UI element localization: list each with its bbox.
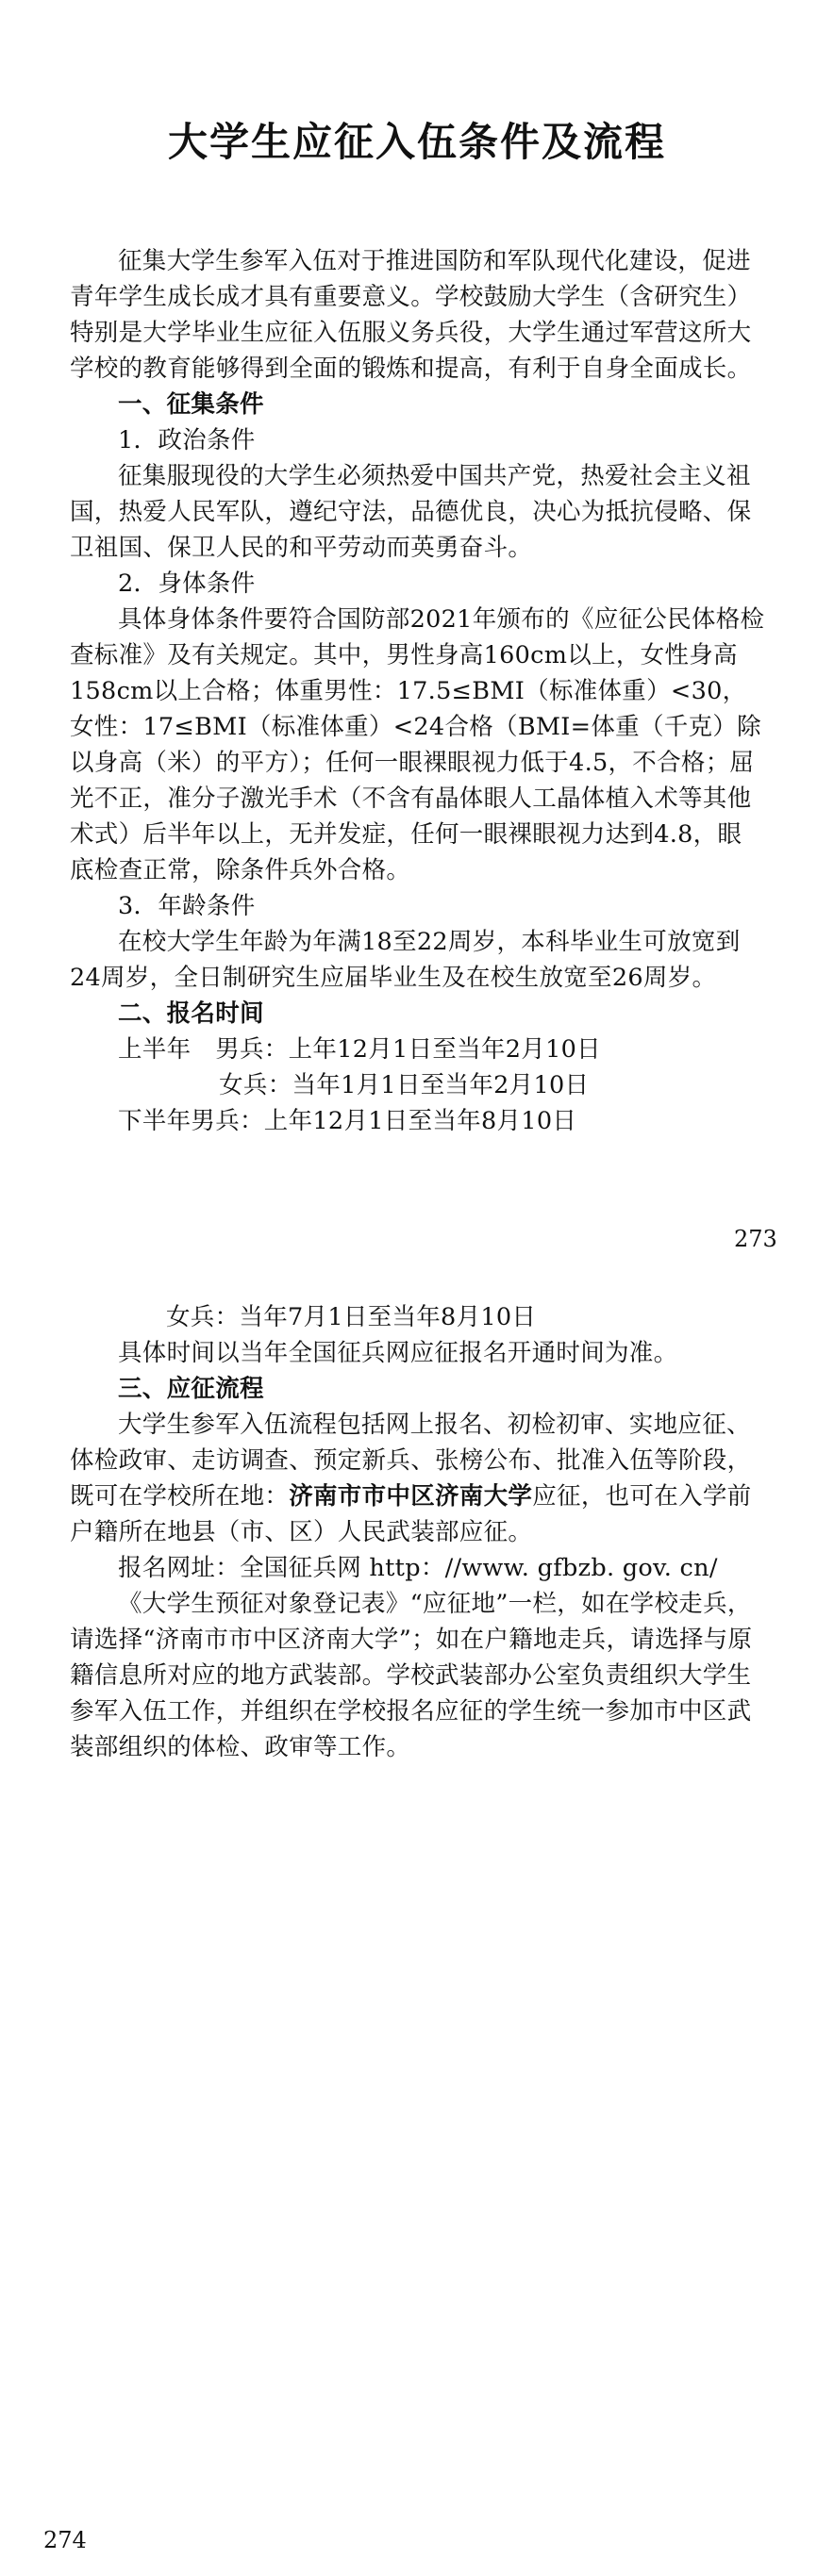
form-paragraph: 《大学生预征对象登记表》“应征地”一栏，如在学校走兵，请选择“济南市市中区济南大学”；如在户籍地走兵，请选择与原籍信息所对应的地方武装部。学校武装部办公室负责组织大学生参军入伍工作，并组织在学校报名应征的学生统一参加市中区武装部组织的体检、政审等工作。 xyxy=(70,1590,753,1761)
page-number-273: 273 xyxy=(734,1226,777,1252)
process-text-after: 应征，也可在入学前户籍所在地县（市、区）人民武装部应征。 xyxy=(70,1482,752,1546)
content-block-2 xyxy=(70,1299,766,1765)
process-paragraph xyxy=(70,1407,766,1550)
page-number-274: 274 xyxy=(43,2527,87,2553)
schedule-note: 具体时间以当年全国征兵网应征报名开通时间为准。 xyxy=(118,1339,678,1367)
website-line: 报名网址：全国征兵网 http：//www. gfbzb. gov. cn/ xyxy=(118,1554,718,1582)
age-paragraph: 在校大学生年龄为年满18至22周岁，本科毕业生可放宽到24周岁，全日制研究生应届毕业生及在校生放宽至26周岁。 xyxy=(70,928,741,992)
schedule-line-1: 上半年 男兵：上年12月1日至当年2月10日 xyxy=(118,1035,601,1064)
section1-heading: 一、征集条件 xyxy=(118,390,264,419)
physical-heading: 2．身体条件 xyxy=(118,570,256,598)
schedule-line-4: 女兵：当年7月1日至当年8月10日 xyxy=(166,1303,537,1331)
schedule-line-2: 女兵：当年1月1日至当年2月10日 xyxy=(219,1071,590,1099)
political-heading: 1．政治条件 xyxy=(118,426,256,454)
section3-heading: 三、应征流程 xyxy=(118,1375,264,1403)
political-paragraph: 征集服现役的大学生必须热爱中国共产党，热爱社会主义祖国，热爱人民军队，遵纪守法，品德优良，决心为抵抗侵略、保卫祖国、保卫人民的和平劳动而英勇奋斗。 xyxy=(70,462,752,562)
section2-heading: 二、报名时间 xyxy=(118,999,264,1028)
process-text-before: 大学生参军入伍流程包括网上报名、初检初审、实地应征、体检政审、走访调查、预定新兵、张榜公布、批准入伍等阶段，既可在学校所在地： xyxy=(70,1411,752,1511)
schedule-line-3: 下半年男兵：上年12月1日至当年8月10日 xyxy=(118,1107,577,1135)
intro-paragraph: 征集大学生参军入伍对于推进国防和军队现代化建设，促进青年学生成长成才具有重要意义。学校鼓励大学生（含研究生）特别是大学毕业生应征入伍服义务兵役，大学生通过军营这所大学校的教育能够得到全面的锻炼和提高，有利于自身全面成长。 xyxy=(70,247,752,383)
content-block-1 xyxy=(70,243,766,1139)
process-location: 济南市市中区济南大学 xyxy=(289,1482,533,1511)
age-heading: 3．年龄条件 xyxy=(118,892,256,920)
page-title: 大学生应征入伍条件及流程 xyxy=(167,119,666,165)
physical-paragraph: 具体身体条件要符合国防部2021年颁布的《应征公民体格检查标准》及有关规定。其中，男性身高160cm以上，女性身高158cm以上合格；体重男性：17.5≤BMI（标准体重）<30，女性：17≤BMI（标准体重）<24合格（BMI=体重（千克）除以身高（米）的平方）；任何一眼裸眼视力低于4.5，不合格；屈光不正，准分子激光手术（不含有晶体眼人工晶体植入术等其他术式）后半年以上，无并发症，任何一眼裸眼视力达到4.8，眼底检查正常，除条件兵外合格。 xyxy=(70,605,765,884)
